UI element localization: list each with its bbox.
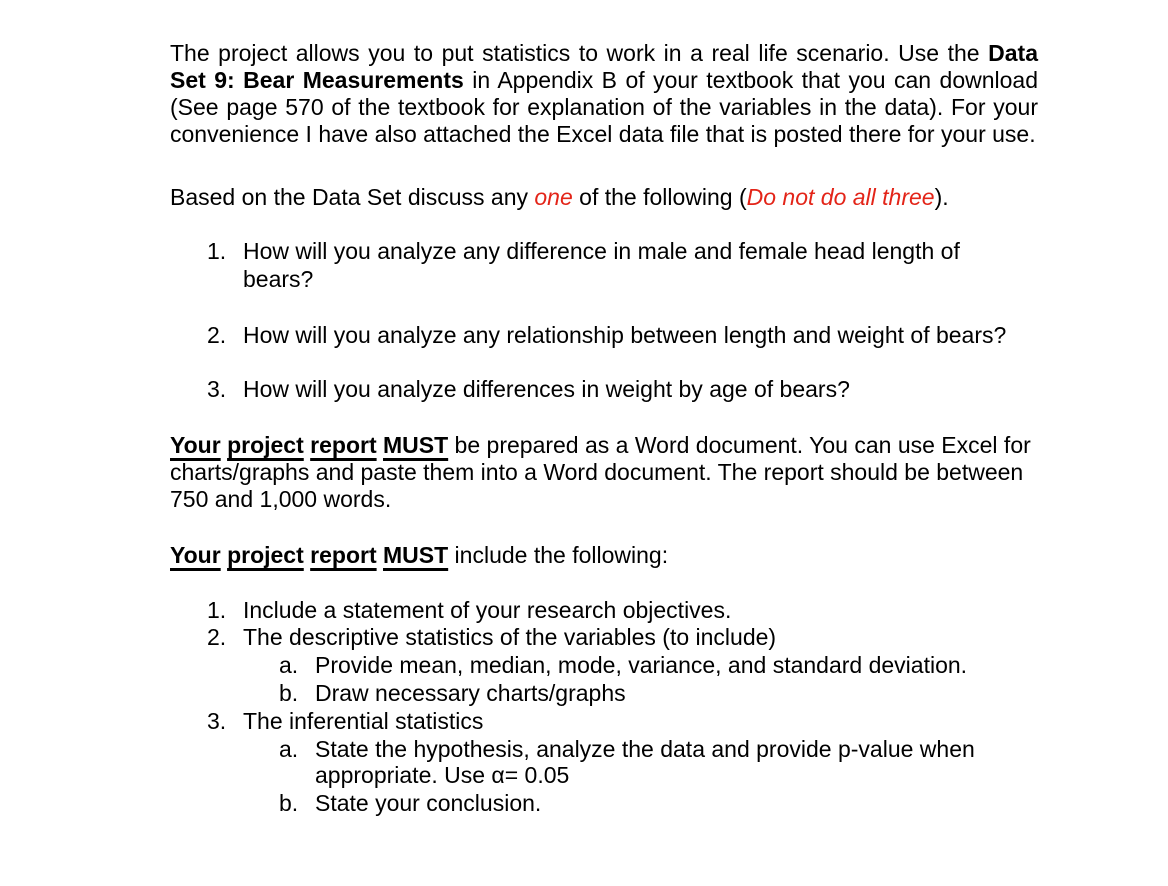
requirement-text: The descriptive statistics of the variables (to include) [243,624,777,650]
question-text: How will you analyze any relationship between length and weight of bears? [243,322,1007,348]
include-heading-text: include the following: [448,542,669,568]
discuss-middle: of the following ( [572,184,747,210]
requirement-text: Draw necessary charts/graphs [315,680,626,706]
include-heading [170,542,1038,569]
report-format-text: be prepared as a Word document. You can use Excel for charts/graphs and paste them into a Word document. The report should be between 750 and 1,000 words. [170,432,1031,512]
requirement-text: State your conclusion. [315,790,542,816]
list-number: 3. [207,708,227,734]
discuss-before: Based on the Data Set discuss any [170,184,535,210]
requirement-text: Include a statement of your research objectives. [243,597,732,623]
discuss-instruction [170,184,1038,211]
sublist-letter: a. [279,736,299,762]
requirement-2b [279,680,1119,708]
question-item-1 [207,238,1047,294]
requirement-text: The inferential statistics [243,708,484,734]
emphasis-project: project [227,542,304,568]
intro-text-end: in Appendix B of your textbook that you can download (See page 570 of the textbook for explanation of the variables in the data). For your convenience I have also attached the Excel data file that is posted there for your use. [170,67,1039,147]
list-number: 1. [207,238,227,264]
requirement-2 [207,624,1047,652]
emphasis-must: MUST [383,542,449,568]
sublist-letter: b. [279,680,299,706]
list-number: 2. [207,624,227,650]
requirement-3b [279,790,1119,818]
requirement-2a [279,652,1119,680]
requirement-3a [279,736,1139,792]
emphasis-report: report [310,432,377,458]
report-format-paragraph [170,432,1040,513]
emphasis-project: project [227,432,304,458]
requirement-text-line2: appropriate. Use α= 0.05 [315,762,570,788]
emphasis-report: report [310,542,377,568]
emphasis-do-not: Do not do all three [746,184,935,210]
requirement-text: Provide mean, median, mode, variance, and standard deviation. [315,652,968,678]
list-number: 1. [207,597,227,623]
intro-paragraph [170,40,1038,148]
list-number: 2. [207,322,227,348]
question-text: How will you analyze differences in weight by age of bears? [243,376,850,402]
intro-text-start: The project allows you to put statistics to work in a real life scenario. Use the [170,40,989,66]
emphasis-your: Your [170,432,221,458]
question-item-3 [207,376,1047,404]
emphasis-must: MUST [383,432,449,458]
sublist-letter: a. [279,652,299,678]
emphasis-your: Your [170,542,221,568]
question-text-line2: bears? [243,266,314,292]
sublist-letter: b. [279,790,299,816]
list-number: 3. [207,376,227,402]
dataset-name: Data Set 9: Bear Measurements [170,40,1038,93]
question-item-2 [207,322,1107,350]
question-text-line1: How will you analyze any difference in male and female head length of [243,238,960,264]
discuss-after: ). [934,184,949,210]
emphasis-one: one [534,184,573,210]
requirement-3 [207,708,1047,736]
requirement-text-line1: State the hypothesis, analyze the data and provide p-value when [315,736,975,762]
requirement-1 [207,597,1047,625]
